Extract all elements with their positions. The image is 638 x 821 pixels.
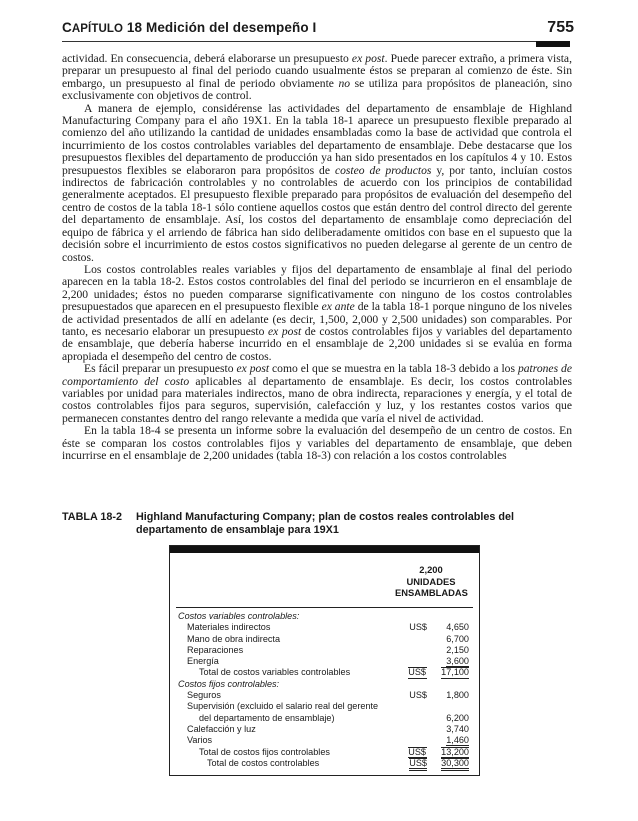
text-run: aplicables al departamento de ensamblaje. Es decir, los costos controlables variables por unidad para materiales indirectos, mano de obra indirecta, reparaciones y energía, y el total de costos controlables fijos para seguros, supervisión, calefacción y luz, y los restantes costos varios que permanecen constantes dentro del rango relevante a medida que varía el nivel de actividad. [62, 374, 572, 425]
chapter-heading [62, 20, 316, 35]
cost-table [169, 545, 480, 776]
text-run: A manera de ejemplo, considérense las actividades del departamento de ensamblaje de Highland Manufacturing Company para el año 19X1. En la tabla 18-1 aparece un presupuesto flexible preparado al comienzo del año utilizando la cantidad de unidades ensambladas como la base de actividad que controla el incurrimiento de los costos controlables variables del departamento de ensamblaje. Debe destacarse que los presupuestos flexibles del departamento de producción ya han sido presentados en los capítulos 4 y 10. Estos presupuestos flexibles se elaboraron para propósitos de [62, 101, 572, 177]
table-row [178, 656, 469, 667]
amount-cell: 1,800 [446, 690, 469, 701]
table-row [178, 724, 469, 735]
amount-cell: 3,600 [446, 656, 469, 667]
italic-term: ex post [351, 52, 385, 65]
paragraph [62, 264, 572, 363]
row-label: Reparaciones [187, 644, 244, 655]
row-label: Total de costos variables controlables [199, 667, 351, 678]
italic-term: ex post [236, 362, 270, 376]
chapter-word-initial: C [62, 20, 72, 35]
column-header-line: UNIDADES [406, 575, 456, 587]
italic-term: patrones de comportamiento del costo [62, 362, 572, 388]
column-header-line: 2,200 [419, 564, 443, 575]
header-rule-line [176, 607, 473, 608]
text-run: En la tabla 18-4 se presenta un informe sobre la evaluación del desempeño de un centro de costos. En éste se comparan los costos controlables fijos y variables del departamento de ensamblaje, que deben incurrirse en el ensamblaje de 2,200 unidades (tabla 18-3) con relación a los costos controlables [62, 424, 572, 462]
amount-cell: 17,100 [441, 667, 469, 678]
table-row [178, 667, 469, 678]
amount-cell: 3,740 [446, 723, 469, 734]
amount-cell: 30,300 [441, 758, 469, 772]
row-label: Calefacción y luz [187, 723, 256, 734]
column-header-line: ENSAMBLADAS [395, 587, 468, 598]
currency-symbol: US$ [409, 758, 427, 772]
amount-cell: 6,200 [446, 712, 469, 723]
table-label: TABLA 18-2 [62, 511, 122, 523]
paragraph [62, 363, 572, 425]
paragraph [62, 103, 572, 264]
table-section-heading [178, 611, 469, 622]
row-label: Supervisión (excluido el salario real del gerente [187, 701, 379, 712]
table-row [178, 701, 469, 712]
table-section-heading [178, 679, 469, 690]
header-tab-marker [536, 41, 570, 47]
text-run: actividad. En consecuencia, deberá elaborarse un presupuesto [62, 52, 352, 65]
table-row [178, 622, 469, 633]
row-label: Costos variables controlables: [178, 611, 300, 621]
table-row [178, 645, 469, 656]
table-caption [62, 511, 574, 536]
text-run: de la tabla 18-1 porque ninguno de los niveles de actividad presentados de allí en adelante (es decir, 1,500, 2,000 y 2,500 unidades) son comparables. Por tanto, es necesario elaborar un presupuesto [62, 300, 572, 338]
table-row [178, 634, 469, 645]
chapter-title: Medición del desempeño I [145, 20, 317, 35]
row-label: Materiales indirectos [187, 622, 271, 633]
table-rows [178, 611, 469, 769]
table-title: Highland Manufacturing Company; plan de costos reales controlables del departamento de ensamblaje para 19X1 [136, 511, 514, 536]
amount-cell: 1,460 [446, 735, 469, 746]
italic-term: ex ante [321, 300, 355, 314]
table-row [178, 758, 469, 769]
amount-cell: 6,700 [446, 633, 469, 644]
paragraph [62, 53, 572, 103]
row-label: Total de costos fijos controlables [199, 746, 330, 757]
italic-term: ex post [267, 324, 302, 338]
text-run: de costos controlables fijos y variables del departamento de ensamblaje, que debería haberse incurrido en el ensamblaje de 2,200 unidades si se evalúa en forma apropiada el desempeño del centro de costos. [62, 324, 572, 363]
running-header [62, 20, 574, 40]
amount-cell: 2,150 [446, 644, 469, 655]
amount-cell: 13,200 [441, 746, 469, 757]
text-run: Es fácil preparar un presupuesto [84, 362, 237, 376]
table-top-bar [170, 546, 479, 553]
row-label: Seguros [187, 690, 221, 701]
body-text [62, 53, 572, 462]
column-header [395, 564, 467, 599]
table-row [178, 713, 469, 724]
row-label: Energía [187, 656, 219, 667]
italic-term: costeo de productos [334, 163, 432, 177]
table-row [178, 690, 469, 701]
text-run: Los costos controlables reales variables y fijos del departamento de ensamblaje al final del periodo aparecen en la tabla 18-2. Estos costos controlables del final del periodo se incurrieron en el ensamblaje de 2,200 unidades; éstos no pueden compararse significativamente con ninguno de los costos controlables presupuestados que aparecen en el presupuesto flexible [62, 262, 572, 314]
page-number: 755 [547, 19, 574, 36]
row-label: Varios [187, 735, 213, 746]
chapter-word-rest: APÍTULO [71, 23, 124, 35]
italic-term: no [338, 76, 351, 90]
row-label: del departamento de ensamblaje) [199, 712, 335, 723]
amount-cell: 4,650 [446, 622, 469, 633]
header-rule [62, 41, 570, 42]
text-run: y, por tanto, incluían costos indirectos de fabricación controlables y no controlables de acuerdo con los principios de contabilidad generalmente aceptados. El presupuesto flexible preparado para propósitos de evaluación del desempeño del centro de costos de la tabla 18-1 sólo contiene aquellos costos que están dentro del control directo del gerente del departamento de ensamblaje. Así, los costos del departamento de ensamblaje como depreciación del equipo de fábrica y el arriendo de fábrica han sido deliberadamente omitidos con base en el supuesto que la decisión sobre el incurrimiento de estos costos significativos no pueden delegarse al gerente de un centro de costos. [62, 163, 572, 264]
currency-symbol: US$ [409, 690, 427, 701]
currency-symbol: US$ [408, 746, 426, 757]
row-label: Costos fijos controlables: [178, 678, 280, 689]
currency-symbol: US$ [408, 667, 426, 678]
currency-symbol: US$ [409, 622, 427, 633]
table-row [178, 747, 469, 758]
row-label: Mano de obra indirecta [187, 633, 281, 644]
paragraph [62, 425, 572, 462]
text-run: se utiliza para propósitos de planeación, sino exclusivamente con objetivos de control. [62, 76, 572, 103]
row-label: Total de costos controlables [207, 757, 320, 768]
text-run: . Puede parecer extraño, a primera vista, preparar un presupuesto al final del periodo cuando usualmente éstos se preparan al comienzo de éste. Sin embargo, un presupuesto al final de periodo obviamente [62, 52, 572, 90]
table-row [178, 735, 469, 746]
text-run: como el que se muestra en la tabla 18-3 debido a los [269, 362, 518, 376]
chapter-number: 18 [126, 20, 143, 35]
